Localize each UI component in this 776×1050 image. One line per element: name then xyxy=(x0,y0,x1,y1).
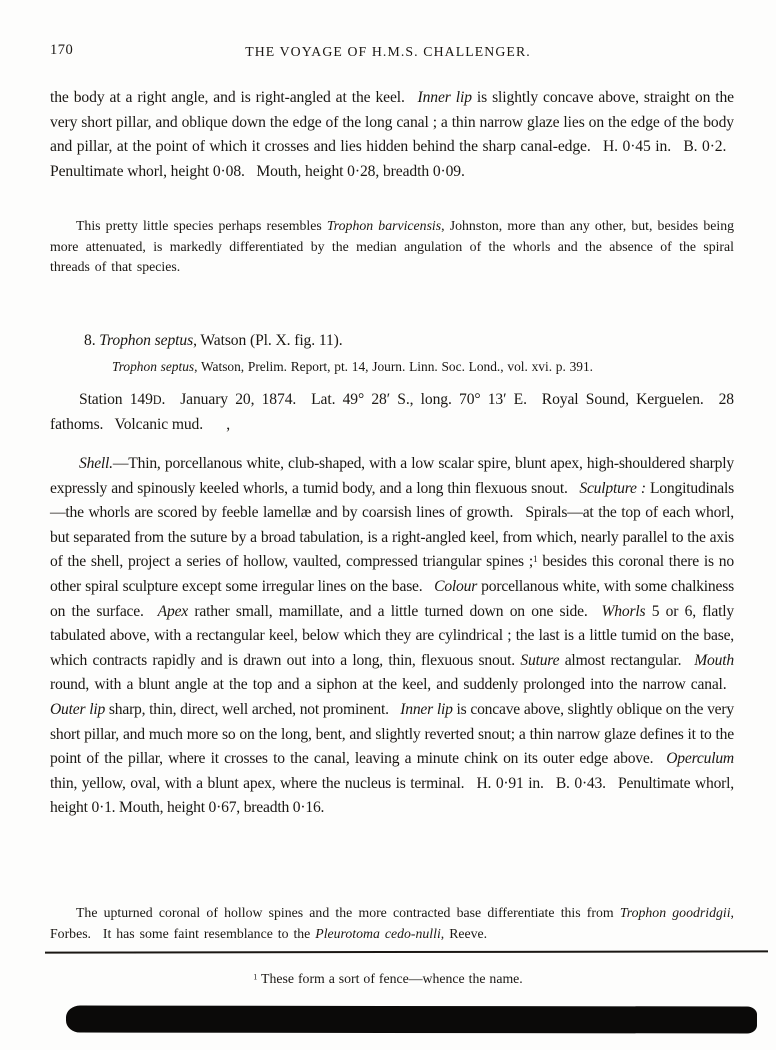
italic-text-run: Sculpture : xyxy=(579,479,646,497)
text-run: Station 149 xyxy=(79,391,153,408)
italic-text-run: Trophon septus xyxy=(112,359,195,374)
italic-text-run: Trophon goodridgii xyxy=(619,905,731,920)
text-run: 5 or 6, flatly tabulated above, with a rectangular keel, below which they are cylindrical ; the last is a little tumid on the base, which contracts rapidly and is drawn out into a long, thin, flexuous snout. xyxy=(50,602,734,669)
text-run: 8. xyxy=(84,332,100,349)
text-run: the body at a right angle, and is right-angled at the keel. xyxy=(50,89,418,106)
italic-text-run: Mouth xyxy=(694,651,734,669)
italic-text-run: Inner lip xyxy=(417,89,472,106)
superscript-marker: 1 xyxy=(253,972,258,982)
text-run: , Watson, Prelim. Report, pt. 14, Journ. Linn. Soc. Lond., vol. xvi. p. 391. xyxy=(194,359,594,374)
text-run: , Watson (Pl. X. fig. 11). xyxy=(193,332,343,349)
text-run: sharp, thin, direct, well arched, not prominent. xyxy=(105,700,401,718)
text-run: This pretty little species perhaps resembles xyxy=(76,218,327,233)
italic-text-run: Inner lip xyxy=(400,700,453,718)
italic-text-run: Operculum xyxy=(666,750,734,768)
scan-artifact-bar xyxy=(66,1006,757,1034)
text-run: , xyxy=(203,415,231,433)
species-heading xyxy=(50,329,734,354)
superscript-marker: 1 xyxy=(532,555,538,566)
italic-text-run: Whorls xyxy=(601,602,646,620)
synonymy-citation xyxy=(50,357,734,378)
italic-text-run: Pleurotoma cedo-nulli xyxy=(315,925,441,941)
italic-text-run: Apex xyxy=(157,602,189,620)
text-run: These form a sort of fence—whence the name. xyxy=(257,971,523,986)
italic-text-run: Trophon barvicensis xyxy=(326,218,442,233)
text-run: round, with a blunt angle at the top and a siphon at the keel, and suddenly prolonged into the narrow canal. xyxy=(50,676,734,694)
italic-text-run: Outer lip xyxy=(50,700,106,718)
comparison-paragraph xyxy=(50,903,734,944)
text-run: , Johnston, more than any other, but, besides being more attenuated, is markedly differentiated by the median angulation of the whorls and the absence of the spiral threads of that species. xyxy=(50,218,734,275)
text-run: thin, yellow, oval, with a blunt apex, where the nucleus is terminal. H. 0·91 in. B. 0·43. Penultimate whorl, height 0·1. Mouth, height 0·67, breadth 0·16. xyxy=(50,774,734,817)
italic-text-run: Shell. xyxy=(79,455,113,472)
footnote xyxy=(0,969,776,990)
text-run: —Thin, porcellanous white, club-shaped, with a low scalar spire, blunt apex, high-shouldered sharply expressly and spinously keeled whorls, a tumid body, and a long thin flexuous snout. xyxy=(50,455,734,497)
remark-paragraph xyxy=(50,216,734,278)
text-run: The upturned coronal of hollow spines and the more contracted base differentiate this from xyxy=(76,905,620,920)
text-run: , Forbes. It has some faint resemblance to the xyxy=(50,905,734,941)
italic-text-run: Colour xyxy=(434,577,478,595)
text-run: almost rectangular. xyxy=(559,651,695,669)
running-title: THE VOYAGE OF H.M.S. CHALLENGER. xyxy=(245,44,531,59)
text-run: is concave above, slightly oblique on the very short pillar, and much more so on the long, bent, and slightly reverted snout; a thin narrow glaze defines it to the point of the pillar, where it crosses to the canal, leaving a minute chink on its outer edge above. xyxy=(50,700,734,768)
text-run: is slightly concave above, straight on the very short pillar, and oblique down the edge of the long canal ; a thin narrow glaze lies on the edge of the body and pillar, at the point of which it crosses and lies hidden behind the sharp canal-edge. H. 0·45 in. B. 0·2. Penultimate whorl, height 0·08. Mouth, height 0·28, breadth 0·09. xyxy=(50,89,734,180)
text-run: rather small, mamillate, and a little turned down on one side. xyxy=(188,602,602,620)
text-run: Longitudinals—the whorls are scored by feeble lamellæ and by coarsish lines of growth. Spirals—at the top of each whorl, but separated from the suture by a broad tabulation, is a right-angled keel, from which, nearly parallel to the axis of the shell, project a series of hollow, vaulted, compressed triangular spines ; xyxy=(50,479,734,571)
page-number: 170 xyxy=(50,42,74,58)
text-run: , Reeve. xyxy=(440,925,488,941)
continuation-paragraph xyxy=(50,86,734,184)
description-paragraph xyxy=(50,452,734,821)
text-run: . January 20, 1874. Lat. 49° 28′ S., long. 70° 13′ E. Royal Sound, Kerguelen. 28 fathoms. Volcanic mud. xyxy=(50,391,734,433)
station-record xyxy=(50,388,734,437)
italic-text-run: Trophon septus xyxy=(99,332,194,349)
text-run: D xyxy=(152,393,162,407)
italic-text-run: Suture xyxy=(520,651,560,669)
text-run: porcellanous white, with some chalkiness on the surface. xyxy=(50,577,734,620)
footnote-rule xyxy=(45,950,768,953)
text-run: besides this coronal there is no other spiral sculpture except some irregular lines on the base. xyxy=(50,553,734,595)
